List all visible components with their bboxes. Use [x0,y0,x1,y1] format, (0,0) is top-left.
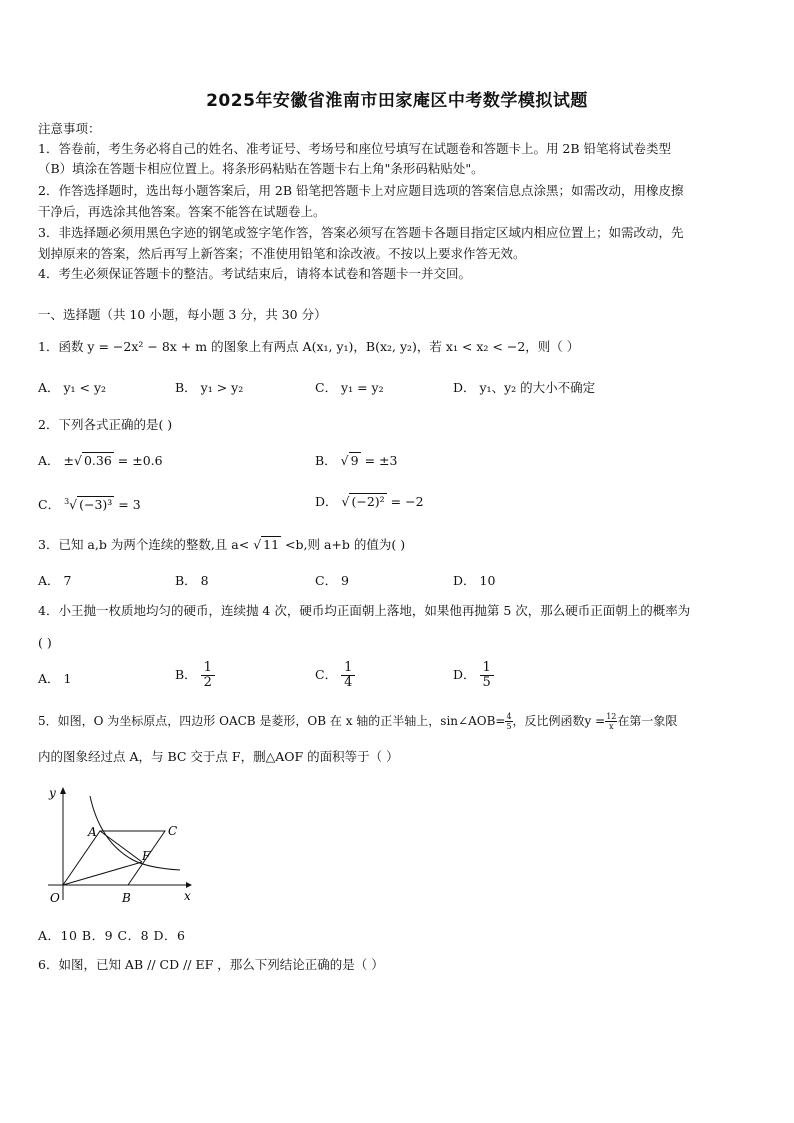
label-o: O [50,891,60,905]
denominator: 5 [506,722,512,731]
question-3-option-c: C． 9 [315,573,349,588]
option-label: A． [38,453,60,468]
label-f: F [142,849,151,863]
fraction [480,661,494,690]
radicand: (−3)³ [79,497,113,513]
notice-line-1: 1．答卷前，考生务必将自己的姓名、准考证号、考场号和座位号填写在试题卷和答题卡上。用 2B 铅笔将试卷类型 [38,141,672,156]
option-label: D． [315,494,338,509]
result: = −2 [386,494,424,509]
option-label: D． [453,667,476,682]
question-3-stem: 3．已知 a,b 为两个连续的整数,且 a< √ 11 <b,则 a+b 的值为( ) [38,537,406,552]
question-3-option-d: D． 10 [453,573,496,588]
k-fraction [605,712,617,731]
question-3-option-b: B． 8 [175,573,209,588]
denominator: 2 [203,675,212,690]
numerator: 12 [606,712,617,721]
question-5-options: A．10 B．9 C．8 D．6 [38,928,186,943]
question-5-stem-line-2: 内的图象经过点 A，与 BC 交于点 F，删△AOF 的面积等于（ ） [38,749,399,764]
question-1-option-d: D． y₁、y₂ 的大小不确定 [453,380,596,395]
denominator: x [609,722,614,731]
plus-minus: ± [63,453,74,468]
root-index: 3 [64,497,70,506]
question-2-option-a: A． ±√ 0.36 = ±0.6 [38,453,163,468]
result: = ±0.6 [113,453,163,468]
question-4-paren: ( ) [38,635,52,650]
result: = 3 [114,497,141,513]
segment-af [100,831,142,862]
stem-suffix: <b,则 a+b 的值为( ) [281,537,406,552]
notice-line-5: 3．非选择题必须用黑色字迹的钢笔或签字笔作答，答案必须写在答题卡各题目指定区域内相应位置上；如需改动，先 [38,225,684,240]
label-y: y [49,786,56,800]
question-2-option-c: C． $^3$√ (−3)³ = 3 [38,497,141,513]
radicand: 0.36 [83,453,112,468]
option-label: C． [38,497,61,513]
question-4-option-d [453,661,494,690]
fraction [341,661,355,690]
question-3-option-a: A． 7 [38,573,72,588]
question-2-option-d: D． √ (−2)² = −2 [315,494,424,509]
numerator: 1 [341,661,355,676]
numerator: 1 [480,661,494,676]
label-b: B [122,891,131,905]
question-4-option-c [315,661,355,690]
notice-line-4: 干净后，再选涂其他答案。答案不能答在试题卷上。 [38,204,326,219]
numerator: 1 [201,661,215,676]
question-1-option-c: C． y₁ = y₂ [315,380,384,395]
denominator: 4 [344,675,353,690]
stem-prefix: 3．已知 a,b 为两个连续的整数,且 a< [38,537,254,552]
question-4-stem: 4．小王抛一枚质地均匀的硬币，连续抛 4 次，硬币均正面朝上落地，如果他再抛第 5 次，那么硬币正面朝上的概率为 [38,603,691,618]
sin-fraction [505,712,512,731]
notice-line-3: 2．作答选择题时，选出每小题答案后，用 2B 铅笔把答题卡上对应题目选项的答案信息点涂黑；如需改动，用橡皮擦 [38,183,684,198]
section-heading: 一、选择题（共 10 小题，每小题 3 分，共 30 分） [38,307,327,322]
question-4-option-a: A． 1 [38,671,72,686]
stem-part-3: 在第一象限 [617,714,678,728]
result: = ±3 [360,453,398,468]
stem-part-2: ，反比例函数y = [512,714,606,728]
question-1-option-a: A． y₁ < y₂ [38,380,107,395]
question-1-stem: 1．函数 y = −2x² − 8x + m 的图象上有两点 A(x₁, y₁)，B(x₂, y₂)，若 x₁ < x₂ < −2，则（ ） [38,339,580,354]
fraction [201,661,215,690]
question-1-option-b: B． y₁ > y₂ [175,380,244,395]
label-c: C [168,824,178,838]
numerator: 4 [506,712,512,721]
question-6-stem: 6．如图，已知 AB // CD // EF ，那么下列结论正确的是（ ） [38,957,384,972]
question-2-stem: 2．下列各式正确的是( ) [38,417,173,432]
notice-line-2: （B）填涂在答题卡相应位置上。将条形码粘贴在答题卡右上角"条形码粘贴处"。 [38,161,484,176]
denominator: 5 [482,675,491,690]
question-2-option-b: B． √ 9 = ±3 [315,453,398,468]
notice-line-7: 4．考生必须保证答题卡的整洁。考试结束后，请将本试卷和答题卡一并交回。 [38,266,471,281]
label-a: A [88,825,97,839]
x-axis-arrow [186,882,192,888]
question-4-option-b [175,661,215,690]
label-x: x [184,889,191,903]
page-title: 2025年安徽省淮南市田家庵区中考数学模拟试题 [206,91,588,111]
option-label: B． [315,453,337,468]
notice-line-6: 划掉原来的答案，然后再写上新答案；不准使用铅笔和涂改液。不按以上要求作答无效。 [38,246,526,261]
radicand: 9 [350,453,359,468]
question-5-figure [38,782,198,907]
question-5-stem-line-1 [38,712,677,731]
stem-part-1: 5．如图，O 为坐标原点，四边形 OACB 是菱形，OB 在 x 轴的正半轴上，sin∠AOB= [38,714,506,728]
option-label: B． [175,667,197,682]
notice-heading: 注意事项： [38,121,101,136]
option-label: C． [315,667,338,682]
radicand: 11 [263,537,280,552]
radicand: (−2)² [351,494,385,509]
y-axis-arrow [60,787,66,794]
